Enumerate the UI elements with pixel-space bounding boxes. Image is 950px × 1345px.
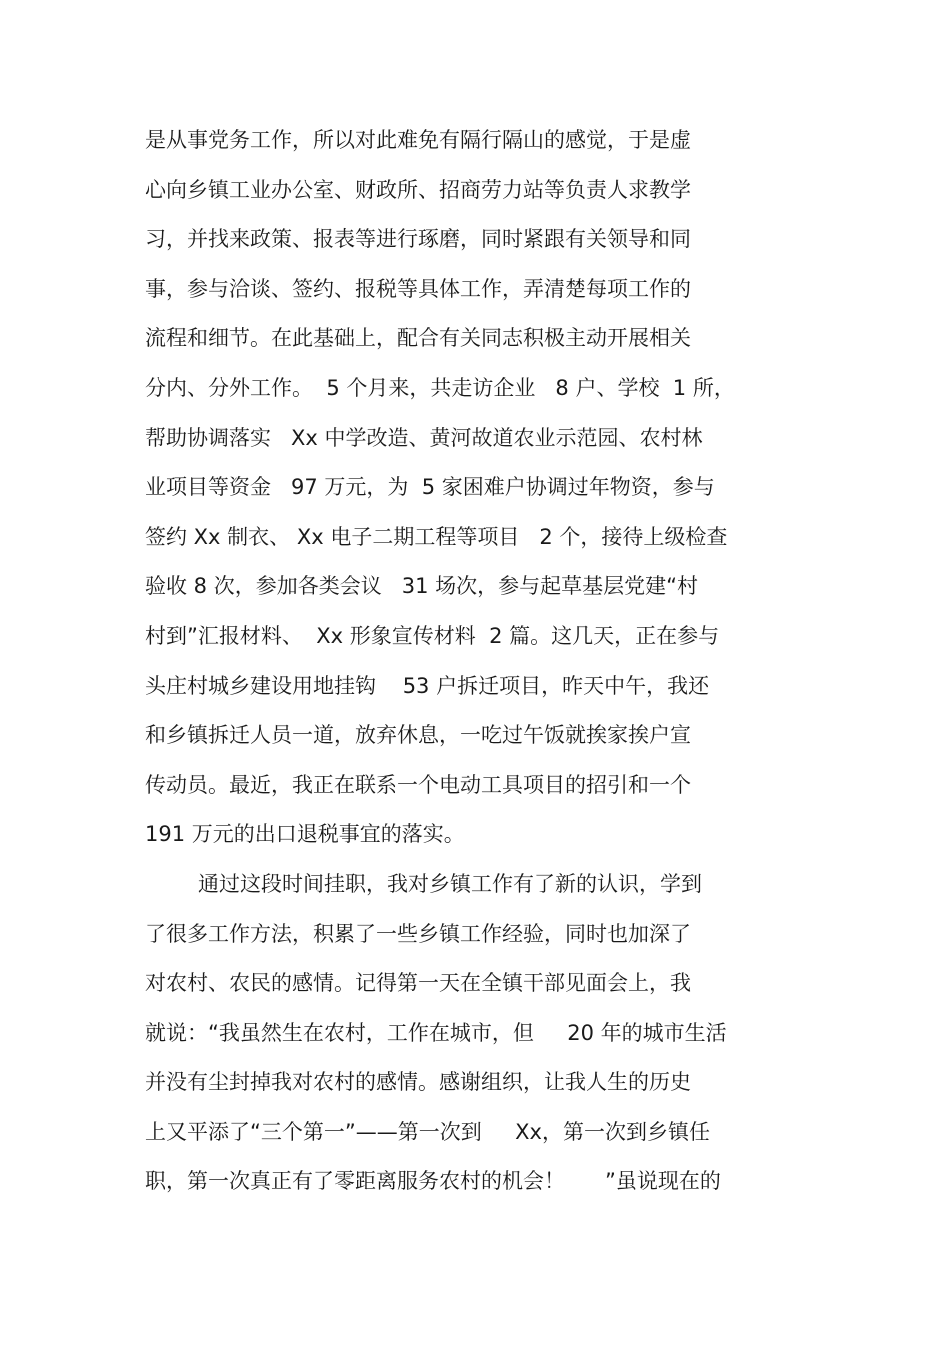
text-line: 是从事党务工作，所以对此难免有隔行隔山的感觉，于是虚	[145, 128, 691, 152]
text-line: 业项目等资金 97 万元，为 5 家困难户协调过年物资，参与	[145, 475, 715, 500]
text-line: 心向乡镇工业办公室、财政所、招商劳力站等负责人求教学	[145, 177, 691, 202]
paragraph-first-line: 通过这段时间挂职，我对乡镇工作有了新的认识，学到	[198, 871, 702, 896]
text-line: 对农村、农民的感情。记得第一天在全镇干部见面会上，我	[145, 971, 691, 996]
text-line: 了很多工作方法，积累了一些乡镇工作经验，同时也加深了	[145, 921, 691, 946]
text-line: 流程和细节。在此基础上，配合有关同志积极主动开展相关	[145, 326, 691, 351]
text-line: 分内、分外工作。 5 个月来，共走访企业 8 户、学校 1 所，	[145, 375, 735, 400]
body-text	[145, 116, 805, 1207]
text-line: 验收 8 次，参加各类会议 31 场次，参与起草基层党建“村	[145, 574, 699, 599]
text-line: 传动员。最近，我正在联系一个电动工具项目的招引和一个	[145, 772, 691, 797]
text-line: 和乡镇拆迁人员一道，放弃休息，一吃过午饭就挨家挨户宣	[145, 723, 691, 748]
text-line: 事，参与洽谈、签约、报税等具体工作，弄清楚每项工作的	[145, 276, 691, 301]
text-line: 习，并找来政策、报表等进行琢磨，同时紧跟有关领导和同	[145, 227, 691, 252]
text-line: 191 万元的出口退税事宜的落实。	[145, 822, 465, 847]
text-line: 头庄村城乡建设用地挂钩 53 户拆迁项目，昨天中午，我还	[145, 673, 710, 698]
text-line: 帮助协调落实 Xx 中学改造、黄河故道农业示范园、农村林	[145, 425, 703, 450]
text-line: 职，第一次真正有了零距离服务农村的机会！ ”虽说现在的	[145, 1169, 721, 1194]
text-line: 签约 Xx 制衣、 Xx 电子二期工程等项目 2 个，接待上级检查	[145, 524, 728, 549]
text-line: 村到”汇报材料、 Xx 形象宣传材料 2 篇。这几天，正在参与	[145, 623, 720, 648]
text-line: 上又平添了“三个第一”——第一次到 Xx，第一次到乡镇任	[145, 1119, 710, 1144]
text-line: 并没有尘封掉我对农村的感情。感谢组织，让我人生的历史	[145, 1070, 691, 1095]
text-line: 就说：“我虽然生在农村，工作在城市，但 20 年的城市生活	[145, 1020, 727, 1045]
